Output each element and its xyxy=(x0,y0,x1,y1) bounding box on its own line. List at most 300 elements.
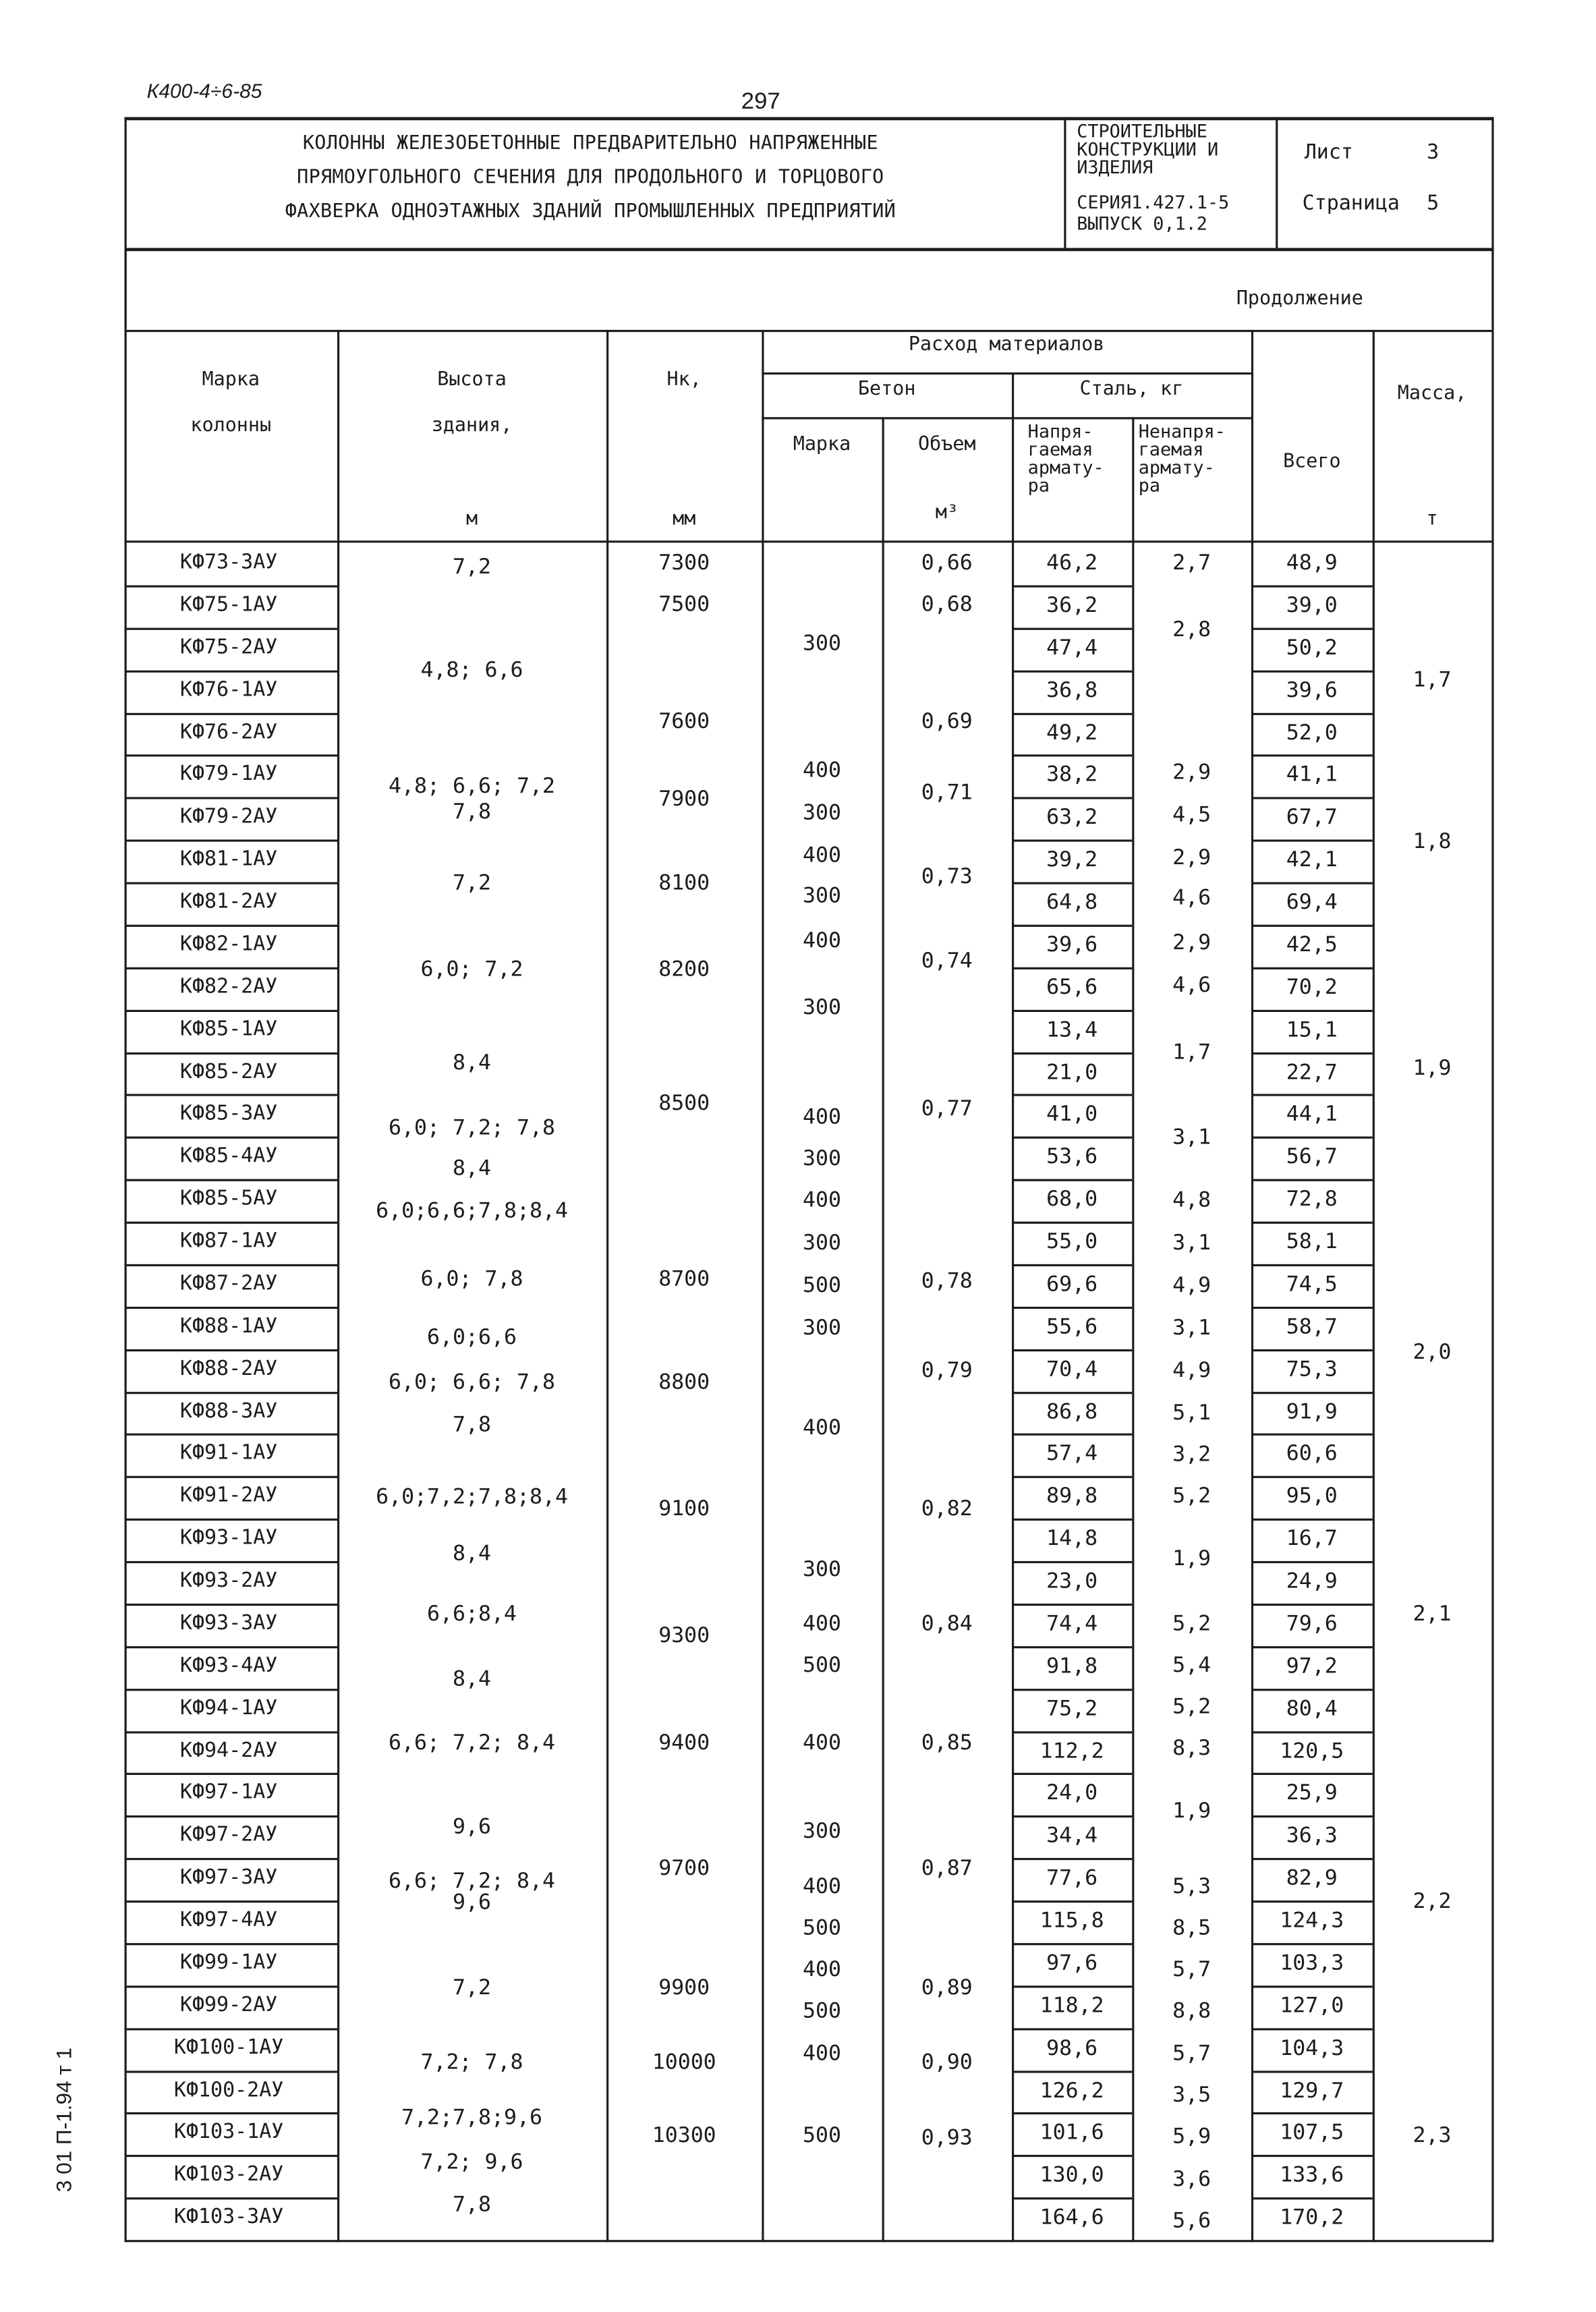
prestressed-steel-cell: 65,6 xyxy=(1046,973,1098,999)
row-divider xyxy=(1012,755,1132,757)
height-cell: 8,4 xyxy=(453,1540,492,1566)
row-divider xyxy=(1012,627,1132,629)
hk-cell: 7500 xyxy=(658,590,710,617)
row-divider xyxy=(1012,1434,1132,1436)
series-number: СЕРИЯ1.427.1-5 xyxy=(1077,192,1230,215)
row-divider xyxy=(1251,1730,1373,1732)
row-divider xyxy=(125,1137,337,1139)
mass-cell: 1,7 xyxy=(1413,666,1452,692)
total-steel-cell: 22,7 xyxy=(1286,1058,1338,1084)
total-steel-cell: 56,7 xyxy=(1286,1143,1338,1169)
concrete-grade-cell: 400 xyxy=(802,1873,841,1898)
row-divider xyxy=(1012,1476,1132,1478)
height-cell: 7,2;7,8;9,6 xyxy=(401,2104,542,2130)
concrete-grade-cell: 400 xyxy=(802,1186,841,1212)
volume-cell: 0,78 xyxy=(921,1267,973,1293)
column-mark-cell: КФ85-3АУ xyxy=(179,1102,278,1125)
total-steel-cell: 48,9 xyxy=(1286,548,1338,575)
row-divider xyxy=(1012,1222,1132,1224)
row-divider xyxy=(1012,1561,1132,1563)
volume-cell: 0,93 xyxy=(921,2124,973,2150)
page-number: 297 xyxy=(741,87,780,114)
column-mark-cell: КФ75-1АУ xyxy=(179,592,278,617)
nonprestressed-cell: 5,7 xyxy=(1172,2039,1212,2066)
row-divider xyxy=(1012,882,1132,884)
total-steel-cell: 58,7 xyxy=(1286,1312,1338,1338)
prestressed-steel-cell: 74,4 xyxy=(1046,1610,1098,1636)
row-divider xyxy=(1251,1349,1373,1351)
hk-cell: 8100 xyxy=(658,869,710,895)
volume-cell: 0,66 xyxy=(921,548,973,575)
total-steel-cell: 42,5 xyxy=(1286,930,1338,957)
header-height-unit: м xyxy=(465,507,478,530)
series-line-1: СТРОИТЕЛЬНЫЕ xyxy=(1077,121,1207,143)
concrete-grade-cell: 400 xyxy=(802,1729,841,1755)
concrete-grade-cell: 300 xyxy=(802,629,841,656)
hk-cell: 9100 xyxy=(658,1495,710,1521)
row-divider xyxy=(1251,797,1373,799)
row-divider xyxy=(125,585,337,587)
height-cell: 8,4 xyxy=(453,1154,492,1181)
row-divider xyxy=(1012,1815,1132,1817)
column-mark-cell: КФ93-4АУ xyxy=(179,1653,278,1677)
row-divider xyxy=(1251,1434,1373,1436)
height-cell: 9,6 xyxy=(453,1813,492,1839)
row-divider xyxy=(125,924,337,926)
prestressed-steel-cell: 77,6 xyxy=(1046,1864,1098,1890)
column-mark-cell: КФ88-2АУ xyxy=(179,1356,278,1380)
nonprestressed-cell: 3,1 xyxy=(1172,1229,1212,1255)
row-divider xyxy=(1251,2197,1373,2199)
height-cell: 7,2 xyxy=(453,869,492,895)
row-divider xyxy=(1012,2197,1132,2199)
row-divider xyxy=(1251,585,1373,587)
total-steel-cell: 69,4 xyxy=(1286,889,1338,914)
nonprestressed-cell: 3,1 xyxy=(1172,1314,1212,1340)
mass-cell: 1,8 xyxy=(1413,828,1452,853)
nonprestressed-cell: 4,9 xyxy=(1172,1271,1212,1297)
row-divider xyxy=(1251,1773,1373,1775)
column-mark-cell: КФ88-3АУ xyxy=(179,1399,278,1423)
header-consumption: Расход материалов xyxy=(908,333,1105,356)
total-steel-cell: 44,1 xyxy=(1286,1100,1338,1127)
nonprestressed-cell: 2,9 xyxy=(1172,928,1212,955)
row-divider xyxy=(1012,1137,1132,1139)
prestressed-steel-cell: 91,8 xyxy=(1046,1652,1098,1679)
column-mark-cell: КФ93-2АУ xyxy=(179,1568,278,1592)
hk-cell: 9900 xyxy=(658,1973,710,2000)
prestressed-steel-cell: 39,2 xyxy=(1046,846,1098,872)
row-divider xyxy=(125,1689,337,1691)
height-cell: 8,4 xyxy=(453,1049,492,1075)
row-divider xyxy=(125,1815,337,1817)
total-steel-cell: 133,6 xyxy=(1280,2161,1344,2187)
header-prestressed-3: армату- xyxy=(1027,457,1104,479)
prestressed-steel-cell: 47,4 xyxy=(1046,633,1098,660)
column-mark-cell: КФ85-4АУ xyxy=(179,1144,278,1168)
header-prestressed-2: гаемая xyxy=(1027,439,1093,461)
nonprestressed-cell: 3,2 xyxy=(1172,1440,1212,1467)
row-divider xyxy=(1251,882,1373,884)
row-divider xyxy=(1012,797,1132,799)
nonprestressed-cell: 4,6 xyxy=(1172,884,1212,910)
height-cell: 6,0; 7,8 xyxy=(420,1265,523,1291)
row-divider xyxy=(1012,1604,1132,1606)
row-divider xyxy=(125,1773,337,1775)
prestressed-steel-cell: 55,6 xyxy=(1046,1312,1098,1338)
column-mark-cell: КФ103-2АУ xyxy=(173,2162,284,2187)
column-mark-cell: КФ81-1АУ xyxy=(179,847,278,871)
row-divider xyxy=(125,1052,337,1054)
concrete-grade-cell: 300 xyxy=(802,1145,841,1171)
row-divider xyxy=(125,1349,337,1351)
nonprestressed-cell: 5,6 xyxy=(1172,2207,1212,2233)
issue-number: ВЫПУСК 0,1.2 xyxy=(1077,214,1207,235)
header-nonprestressed-4: ра xyxy=(1138,476,1161,497)
row-divider xyxy=(125,1391,337,1393)
hk-cell: 8700 xyxy=(658,1265,710,1291)
total-steel-cell: 79,6 xyxy=(1286,1610,1338,1636)
nonprestressed-cell: 2,8 xyxy=(1172,616,1212,642)
height-cell: 6,0;6,6 xyxy=(427,1324,517,1350)
row-divider xyxy=(1251,1476,1373,1478)
volume-cell: 0,73 xyxy=(921,863,973,889)
prestressed-steel-cell: 38,2 xyxy=(1046,761,1098,787)
row-divider xyxy=(125,1604,337,1606)
total-steel-cell: 91,9 xyxy=(1286,1397,1338,1423)
column-mark-cell: КФ76-2АУ xyxy=(179,720,278,743)
row-divider xyxy=(1012,967,1132,969)
row-divider xyxy=(1251,924,1373,926)
total-steel-cell: 25,9 xyxy=(1286,1779,1338,1805)
column-mark-cell: КФ87-1АУ xyxy=(179,1229,278,1253)
total-steel-cell: 127,0 xyxy=(1280,1992,1344,2018)
row-divider xyxy=(1012,1094,1132,1096)
row-divider xyxy=(1012,840,1132,842)
total-steel-cell: 52,0 xyxy=(1286,718,1338,745)
volume-cell: 0,90 xyxy=(921,2048,973,2075)
total-steel-cell: 42,1 xyxy=(1286,846,1338,872)
height-cell: 6,0;6,6;7,8;8,4 xyxy=(376,1197,568,1223)
prestressed-steel-cell: 46,2 xyxy=(1046,548,1098,575)
total-steel-cell: 24,9 xyxy=(1286,1567,1338,1594)
row-divider xyxy=(1251,1858,1373,1860)
row-divider xyxy=(1012,1519,1132,1521)
header-hk: Нк, xyxy=(666,368,702,391)
row-divider xyxy=(125,882,337,884)
row-divider xyxy=(1251,1900,1373,1902)
column-mark-cell: КФ93-1АУ xyxy=(179,1526,278,1550)
column-mark-cell: КФ81-2АУ xyxy=(179,889,278,913)
row-divider xyxy=(1251,1307,1373,1309)
nonprestressed-cell: 5,3 xyxy=(1172,1873,1212,1898)
column-mark-cell: КФ87-2АУ xyxy=(179,1271,278,1295)
nonprestressed-cell: 4,9 xyxy=(1172,1357,1212,1382)
concrete-grade-cell: 300 xyxy=(802,1314,841,1340)
hk-cell: 8500 xyxy=(658,1090,710,1116)
concrete-grade-cell: 500 xyxy=(802,1997,841,2023)
row-divider xyxy=(1251,670,1373,672)
row-divider xyxy=(1251,755,1373,757)
volume-cell: 0,69 xyxy=(921,707,973,733)
table-caption: Продолжение xyxy=(1236,287,1363,310)
nonprestressed-cell: 4,5 xyxy=(1172,801,1212,827)
row-divider xyxy=(1251,967,1373,969)
column-mark-cell: КФ100-2АУ xyxy=(173,2077,284,2102)
column-mark-cell: КФ91-2АУ xyxy=(179,1484,278,1507)
total-steel-cell: 50,2 xyxy=(1286,633,1338,660)
prestressed-steel-cell: 89,8 xyxy=(1046,1482,1098,1509)
total-steel-cell: 95,0 xyxy=(1286,1482,1338,1509)
volume-cell: 0,71 xyxy=(921,779,973,805)
header-concrete: Бетон xyxy=(857,377,916,401)
row-divider xyxy=(1012,2070,1132,2073)
hk-cell: 10300 xyxy=(652,2122,716,2147)
column-mark-cell: КФ82-2АУ xyxy=(179,974,278,998)
column-mark-cell: КФ82-1АУ xyxy=(179,932,278,956)
row-divider xyxy=(1251,1519,1373,1521)
prestressed-steel-cell: 64,8 xyxy=(1046,889,1098,914)
row-divider xyxy=(125,2155,337,2157)
volume-cell: 0,79 xyxy=(921,1357,973,1382)
column-mark-cell: КФ94-1АУ xyxy=(179,1695,278,1720)
concrete-grade-cell: 500 xyxy=(802,1271,841,1297)
row-divider xyxy=(1251,1689,1373,1691)
nonprestressed-cell: 2,9 xyxy=(1172,758,1212,785)
header-nonprestressed-3: армату- xyxy=(1138,457,1215,479)
page-value: 5 xyxy=(1427,191,1440,215)
row-divider xyxy=(1012,1349,1132,1351)
row-divider xyxy=(1251,2070,1373,2073)
height-cell: 8,4 xyxy=(453,1665,492,1691)
header-height-2: здания, xyxy=(431,414,513,436)
nonprestressed-cell: 3,6 xyxy=(1172,2165,1212,2191)
row-divider xyxy=(1012,1391,1132,1393)
row-divider xyxy=(125,1646,337,1648)
concrete-grade-cell: 400 xyxy=(802,1414,841,1440)
concrete-grade-cell: 500 xyxy=(802,1651,841,1677)
concrete-grade-cell: 400 xyxy=(802,756,841,783)
concrete-grade-cell: 300 xyxy=(802,1556,841,1581)
prestressed-steel-cell: 41,0 xyxy=(1046,1100,1098,1127)
height-cell: 9,6 xyxy=(453,1888,492,1915)
total-steel-cell: 82,9 xyxy=(1286,1864,1338,1890)
row-divider xyxy=(1251,1985,1373,1987)
row-divider xyxy=(1251,1815,1373,1817)
column-mark-cell: КФ85-2АУ xyxy=(179,1059,278,1083)
volume-cell: 0,68 xyxy=(921,590,973,617)
prestressed-steel-cell: 70,4 xyxy=(1046,1355,1098,1381)
row-divider xyxy=(1251,1179,1373,1181)
row-divider xyxy=(1251,1094,1373,1096)
row-divider xyxy=(125,1476,337,1478)
column-mark-cell: КФ103-1АУ xyxy=(173,2120,284,2144)
prestressed-steel-cell: 130,0 xyxy=(1039,2161,1104,2187)
height-cell: 7,8 xyxy=(453,2191,492,2217)
row-divider xyxy=(1251,1264,1373,1266)
hk-cell: 7900 xyxy=(658,785,710,811)
prestressed-steel-cell: 112,2 xyxy=(1039,1737,1104,1763)
row-divider xyxy=(1012,712,1132,714)
concrete-grade-cell: 300 xyxy=(802,1229,841,1255)
total-steel-cell: 67,7 xyxy=(1286,803,1338,830)
concrete-grade-cell: 300 xyxy=(802,882,841,908)
volume-cell: 0,85 xyxy=(921,1729,973,1755)
row-divider xyxy=(1251,627,1373,629)
column-mark-cell: КФ97-1АУ xyxy=(179,1780,278,1805)
column-mark-cell: КФ79-2АУ xyxy=(179,804,278,828)
column-mark-cell: КФ100-1АУ xyxy=(173,2035,284,2059)
prestressed-steel-cell: 23,0 xyxy=(1046,1567,1098,1594)
prestressed-steel-cell: 13,4 xyxy=(1046,1015,1098,1042)
prestressed-steel-cell: 118,2 xyxy=(1039,1992,1104,2018)
total-steel-cell: 36,3 xyxy=(1286,1822,1338,1848)
row-divider xyxy=(1012,1900,1132,1902)
prestressed-steel-cell: 115,8 xyxy=(1039,1907,1104,1933)
nonprestressed-cell: 8,5 xyxy=(1172,1914,1212,1940)
total-steel-cell: 58,1 xyxy=(1286,1228,1338,1254)
total-steel-cell: 16,7 xyxy=(1286,1525,1338,1551)
header-prestressed-1: Напря- xyxy=(1027,421,1093,443)
row-divider xyxy=(1012,1689,1132,1691)
row-divider xyxy=(1012,1009,1132,1011)
nonprestressed-cell: 5,7 xyxy=(1172,1956,1212,1981)
height-cell: 6,6;8,4 xyxy=(427,1600,517,1627)
prestressed-steel-cell: 53,6 xyxy=(1046,1143,1098,1169)
prestressed-steel-cell: 69,6 xyxy=(1046,1270,1098,1296)
title-line-3: ФАХВЕРКА ОДНОЭТАЖНЫХ ЗДАНИЙ ПРОМЫШЛЕННЫХ ПРЕДПРИЯТИЙ xyxy=(285,200,896,223)
nonprestressed-cell: 4,8 xyxy=(1172,1186,1212,1212)
total-steel-cell: 120,5 xyxy=(1280,1737,1344,1763)
nonprestressed-cell: 8,3 xyxy=(1172,1734,1212,1760)
row-divider xyxy=(1251,2028,1373,2030)
row-divider xyxy=(1251,712,1373,714)
column-mark-cell: КФ85-1АУ xyxy=(179,1017,278,1041)
nonprestressed-cell: 8,8 xyxy=(1172,1997,1212,2023)
row-divider xyxy=(125,1561,337,1563)
header-total: Всего xyxy=(1283,450,1341,473)
row-divider xyxy=(1012,1307,1132,1309)
column-mark-cell: КФ97-4АУ xyxy=(179,1908,278,1932)
height-cell: 6,0; 6,6; 7,8 xyxy=(389,1368,555,1394)
document-code: К400-4÷6-85 xyxy=(146,80,262,103)
row-divider xyxy=(1251,1561,1373,1563)
mass-cell: 2,2 xyxy=(1413,1888,1452,1913)
header-steel: Сталь, кг xyxy=(1079,377,1184,401)
row-divider xyxy=(125,967,337,969)
row-divider xyxy=(125,1900,337,1902)
concrete-grade-cell: 400 xyxy=(802,1956,841,1981)
nonprestressed-cell: 1,9 xyxy=(1172,1545,1212,1571)
row-divider xyxy=(125,2070,337,2073)
volume-cell: 0,74 xyxy=(921,947,973,973)
row-divider xyxy=(1251,1137,1373,1139)
column-mark-cell: КФ91-1АУ xyxy=(179,1441,278,1465)
height-cell: 7,8 xyxy=(453,1411,492,1437)
row-divider xyxy=(125,2113,337,2115)
sheet-label: Лист xyxy=(1304,140,1353,164)
prestressed-steel-cell: 75,2 xyxy=(1046,1695,1098,1720)
total-steel-cell: 97,2 xyxy=(1286,1652,1338,1679)
nonprestressed-cell: 5,1 xyxy=(1172,1399,1212,1426)
total-steel-cell: 170,2 xyxy=(1280,2203,1344,2230)
height-cell: 6,6; 7,2; 8,4 xyxy=(389,1867,555,1894)
row-divider xyxy=(125,2028,337,2030)
row-divider xyxy=(125,755,337,757)
header-height: Высота xyxy=(437,368,507,391)
concrete-grade-cell: 400 xyxy=(802,926,841,953)
row-divider xyxy=(125,627,337,629)
volume-cell: 0,77 xyxy=(921,1095,973,1121)
height-cell: 4,8; 6,6 xyxy=(420,656,523,683)
header-concrete-grade: Марка xyxy=(793,432,851,456)
row-divider xyxy=(125,1264,337,1266)
row-divider xyxy=(125,1179,337,1181)
nonprestressed-cell: 3,1 xyxy=(1172,1123,1212,1150)
row-divider xyxy=(1251,1009,1373,1011)
column-mark-cell: КФ99-2АУ xyxy=(179,1992,278,2017)
margin-stamp: 3 01 П-1.94 т 1 xyxy=(53,2047,77,2193)
hk-cell: 8800 xyxy=(658,1368,710,1394)
total-steel-cell: 107,5 xyxy=(1280,2118,1344,2145)
row-divider xyxy=(1012,1179,1132,1181)
header-nonprestressed-2: гаемая xyxy=(1138,439,1204,461)
nonprestressed-cell: 3,5 xyxy=(1172,2081,1212,2108)
height-cell: 7,8 xyxy=(453,797,492,824)
mass-cell: 2,3 xyxy=(1413,2122,1452,2147)
concrete-grade-cell: 400 xyxy=(802,2039,841,2066)
total-steel-cell: 80,4 xyxy=(1286,1695,1338,1720)
total-steel-cell: 74,5 xyxy=(1286,1270,1338,1296)
row-divider xyxy=(125,712,337,714)
row-divider xyxy=(1012,585,1132,587)
title-line-2: ПРЯМОУГОЛЬНОГО СЕЧЕНИЯ ДЛЯ ПРОДОЛЬНОГО И ТОРЦОВОГО xyxy=(297,166,884,189)
row-divider xyxy=(1251,2113,1373,2115)
nonprestressed-cell: 2,9 xyxy=(1172,843,1212,870)
column-mark-cell: КФ76-1АУ xyxy=(179,677,278,701)
prestressed-steel-cell: 55,0 xyxy=(1046,1228,1098,1254)
hk-cell: 9300 xyxy=(658,1621,710,1647)
column-mark-cell: КФ79-1АУ xyxy=(179,762,278,786)
column-mark-cell: КФ85-5АУ xyxy=(179,1186,278,1210)
header-mass: Масса, xyxy=(1397,382,1467,405)
row-divider xyxy=(1012,1943,1132,1945)
header-mark-2: колонны xyxy=(190,414,272,436)
total-steel-cell: 103,3 xyxy=(1280,1949,1344,1975)
hk-cell: 7300 xyxy=(658,548,710,575)
total-steel-cell: 39,0 xyxy=(1286,591,1338,617)
nonprestressed-cell: 4,6 xyxy=(1172,971,1212,997)
hk-cell: 9400 xyxy=(658,1729,710,1755)
row-divider xyxy=(1012,1730,1132,1732)
header-prestressed-4: ра xyxy=(1027,476,1050,497)
nonprestressed-cell: 5,2 xyxy=(1172,1693,1212,1719)
hk-cell: 10000 xyxy=(652,2048,716,2075)
row-divider xyxy=(1251,1604,1373,1606)
row-divider xyxy=(1251,1222,1373,1224)
series-line-3: ИЗДЕЛИЯ xyxy=(1077,157,1153,179)
hk-cell: 8200 xyxy=(658,955,710,982)
prestressed-steel-cell: 97,6 xyxy=(1046,1949,1098,1975)
row-divider xyxy=(1012,924,1132,926)
nonprestressed-cell: 5,2 xyxy=(1172,1482,1212,1509)
row-divider xyxy=(125,1009,337,1011)
height-cell: 7,2 xyxy=(453,553,492,580)
prestressed-steel-cell: 98,6 xyxy=(1046,2034,1098,2060)
nonprestressed-cell: 5,9 xyxy=(1172,2122,1212,2149)
row-divider xyxy=(1012,1052,1132,1054)
column-mark-cell: КФ88-1АУ xyxy=(179,1314,278,1338)
